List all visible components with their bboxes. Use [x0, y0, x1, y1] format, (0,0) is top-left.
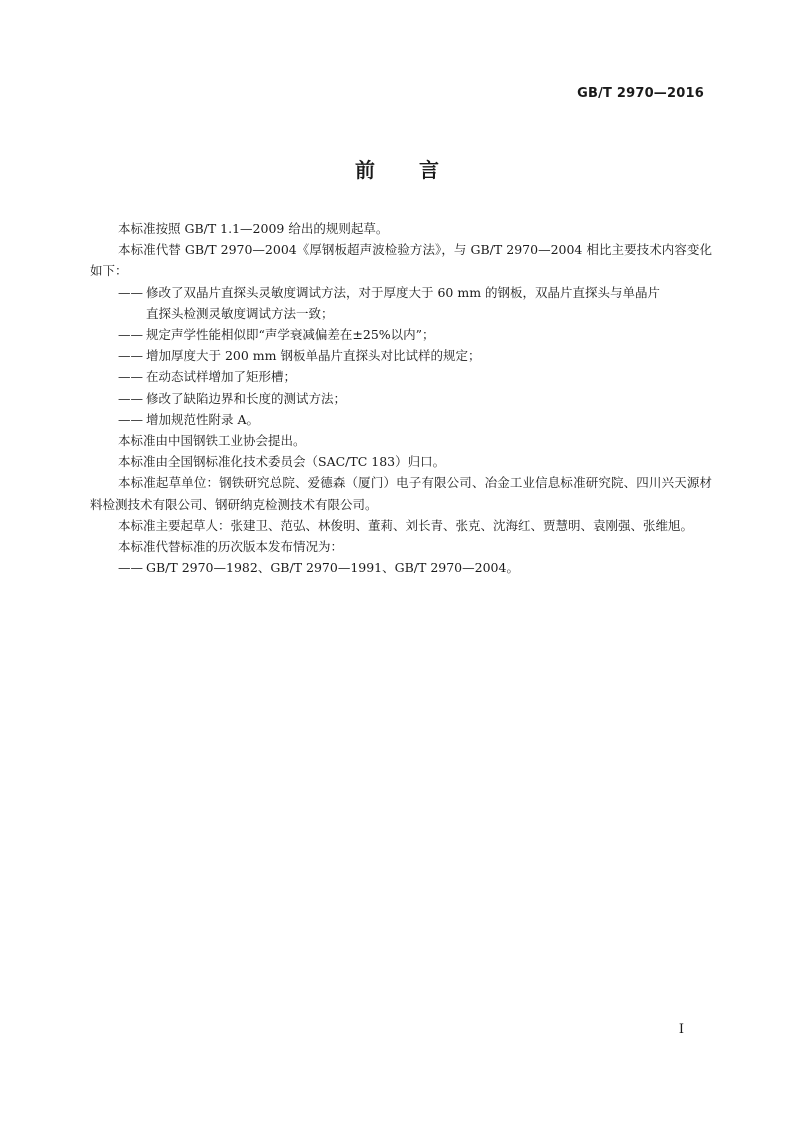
change-item-2-text: 规定声学性能相似即“声学衰减偏差在±25%以内”；: [146, 327, 435, 343]
paragraph-proposer: 本标准由中国钢铁工业协会提出。: [118, 433, 306, 449]
paragraph-replacement: 本标准代替 GB/T 2970—2004《厚钢板超声波检验方法》，与 GB/T 2970—2004 相比主要技术内容变化如下：: [90, 242, 712, 279]
change-item-3: [90, 345, 712, 366]
dash-mark: ——: [118, 369, 143, 385]
paragraph-drafting-units: 本标准起草单位：钢铁研究总院、爱德森（厦门）电子有限公司、冶金工业信息标准研究院、四川兴天源材料检测技术有限公司、钢研纳克检测技术有限公司。: [90, 475, 712, 512]
change-item-6: [90, 409, 712, 430]
change-item-2: [90, 324, 712, 345]
change-item-3-text: 增加厚度大于 200 mm 钢板单晶片直探头对比试样的规定；: [146, 348, 481, 364]
foreword-body: [90, 218, 712, 578]
dash-mark: ——: [118, 390, 143, 406]
change-item-4: [90, 366, 712, 387]
change-item-6-text: 增加规范性附录 A。: [146, 411, 260, 427]
change-item-1-text: 修改了双晶片直探头灵敏度调试方法，对于厚度大于 60 mm 的钢板，双晶片直探头与单晶片: [146, 284, 661, 300]
history-item-text: GB/T 2970—1982、GB/T 2970—1991、GB/T 2970—2004。: [146, 560, 519, 576]
page-title: [0, 154, 794, 183]
history-item: [90, 557, 712, 578]
change-item-1: [90, 282, 712, 324]
page-number: I: [678, 1022, 684, 1037]
dash-mark: ——: [118, 560, 143, 576]
change-item-4-text: 在动态试样增加了矩形槽；: [146, 369, 297, 385]
paragraph-history: 本标准代替标准的历次版本发布情况为：: [118, 539, 344, 555]
paragraph-drafting-rule: 本标准按照 GB/T 1.1—2009 给出的规则起草。: [118, 221, 389, 236]
paragraph-administrator: 本标准由全国钢标准化技术委员会（SAC/TC 183）归口。: [118, 454, 446, 470]
standard-code: GB/T 2970—2016: [577, 86, 704, 101]
dash-mark: ——: [118, 348, 143, 364]
paragraph-drafters: 本标准主要起草人：张建卫、范弘、林俊明、董莉、刘长青、张克、沈海红、贾慧明、袁刚强、张维旭。: [118, 517, 694, 533]
title-char-1: 前: [355, 158, 375, 182]
change-item-5-text: 修改了缺陷边界和长度的测试方法；: [146, 390, 347, 406]
dash-mark: ——: [118, 411, 143, 427]
dash-mark: ——: [118, 284, 143, 300]
change-item-5: [90, 388, 712, 409]
change-item-1-continuation: 直探头检测灵敏度调试方法一致；: [146, 305, 334, 321]
dash-mark: ——: [118, 327, 143, 343]
title-char-2: 言: [419, 158, 439, 182]
